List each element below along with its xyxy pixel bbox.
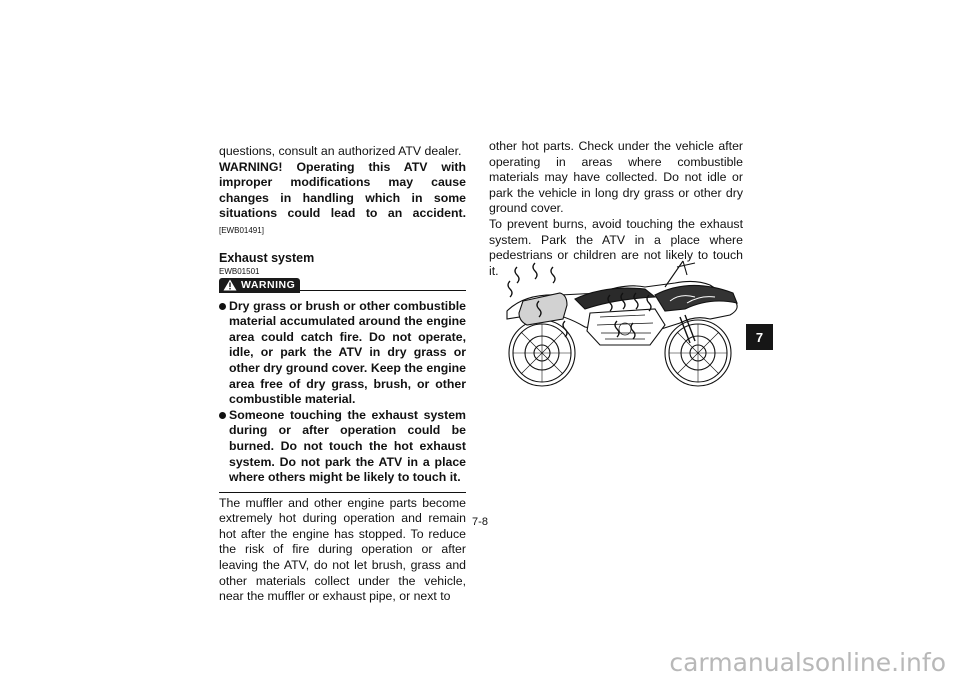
warning-item <box>219 299 466 408</box>
warning-list <box>219 299 466 486</box>
bullet-icon <box>219 412 226 419</box>
warning-label: WARNING <box>241 278 296 291</box>
inline-warning-code: [EWB01491] <box>219 225 264 235</box>
warning-item-text: Someone touching the exhaust system during or after operation could be burned. Do not touch the hot exhaust system. Do not park the ATV in a place where others might be likely to touch it. <box>229 407 466 485</box>
page-number: 7-8 <box>472 516 488 528</box>
warning-item <box>219 408 466 486</box>
left-column <box>219 144 466 605</box>
modification-warning <box>219 160 466 239</box>
modification-warning-text: WARNING! Operating this ATV with improper modifications may cause changes in handling which in some situations could lead to an accident. <box>219 159 466 221</box>
section-title: Exhaust system <box>219 250 315 265</box>
atv-hot-exhaust-illustration <box>505 253 745 413</box>
bullet-icon <box>219 303 226 310</box>
footer-watermark: carmanualsonline.info <box>669 648 946 677</box>
intro-text: questions, consult an authorized ATV dealer. <box>219 144 462 158</box>
warning-end-rule <box>219 492 466 493</box>
warning-triangle-icon <box>223 279 237 291</box>
chapter-tab: 7 <box>746 324 773 350</box>
warning-item-text: Dry grass or brush or other combustible material accumulated around the engine area could catch fire. Do not operate, idle, or park the ATV in dry grass or other dry ground cover. Keep the engine area free of dry grass, brush, or other combustible material. <box>229 298 466 407</box>
body-paragraph: The muffler and other engine parts become extremely hot during operation and remain hot after the engine has stopped. To reduce the risk of fire during operation or after leaving the ATV, do not let brush, grass and other materials collect under the vehicle, near the muffler or exhaust pipe, or next to <box>219 495 466 604</box>
right-paragraph-1: other hot parts. Check under the vehicle after operating in areas where combustible materials may have collected. Do not idle or park the vehicle in long dry grass or other dry ground cover. <box>489 139 743 216</box>
warning-header <box>219 278 466 294</box>
warning-code: EWB01501 <box>219 266 260 276</box>
warning-badge <box>219 278 300 293</box>
right-paragraph-2: To prevent burns, avoid touching the exhaust system. Park the ATV in a place where pedestrians or children are not likely to touch it. <box>489 216 743 278</box>
